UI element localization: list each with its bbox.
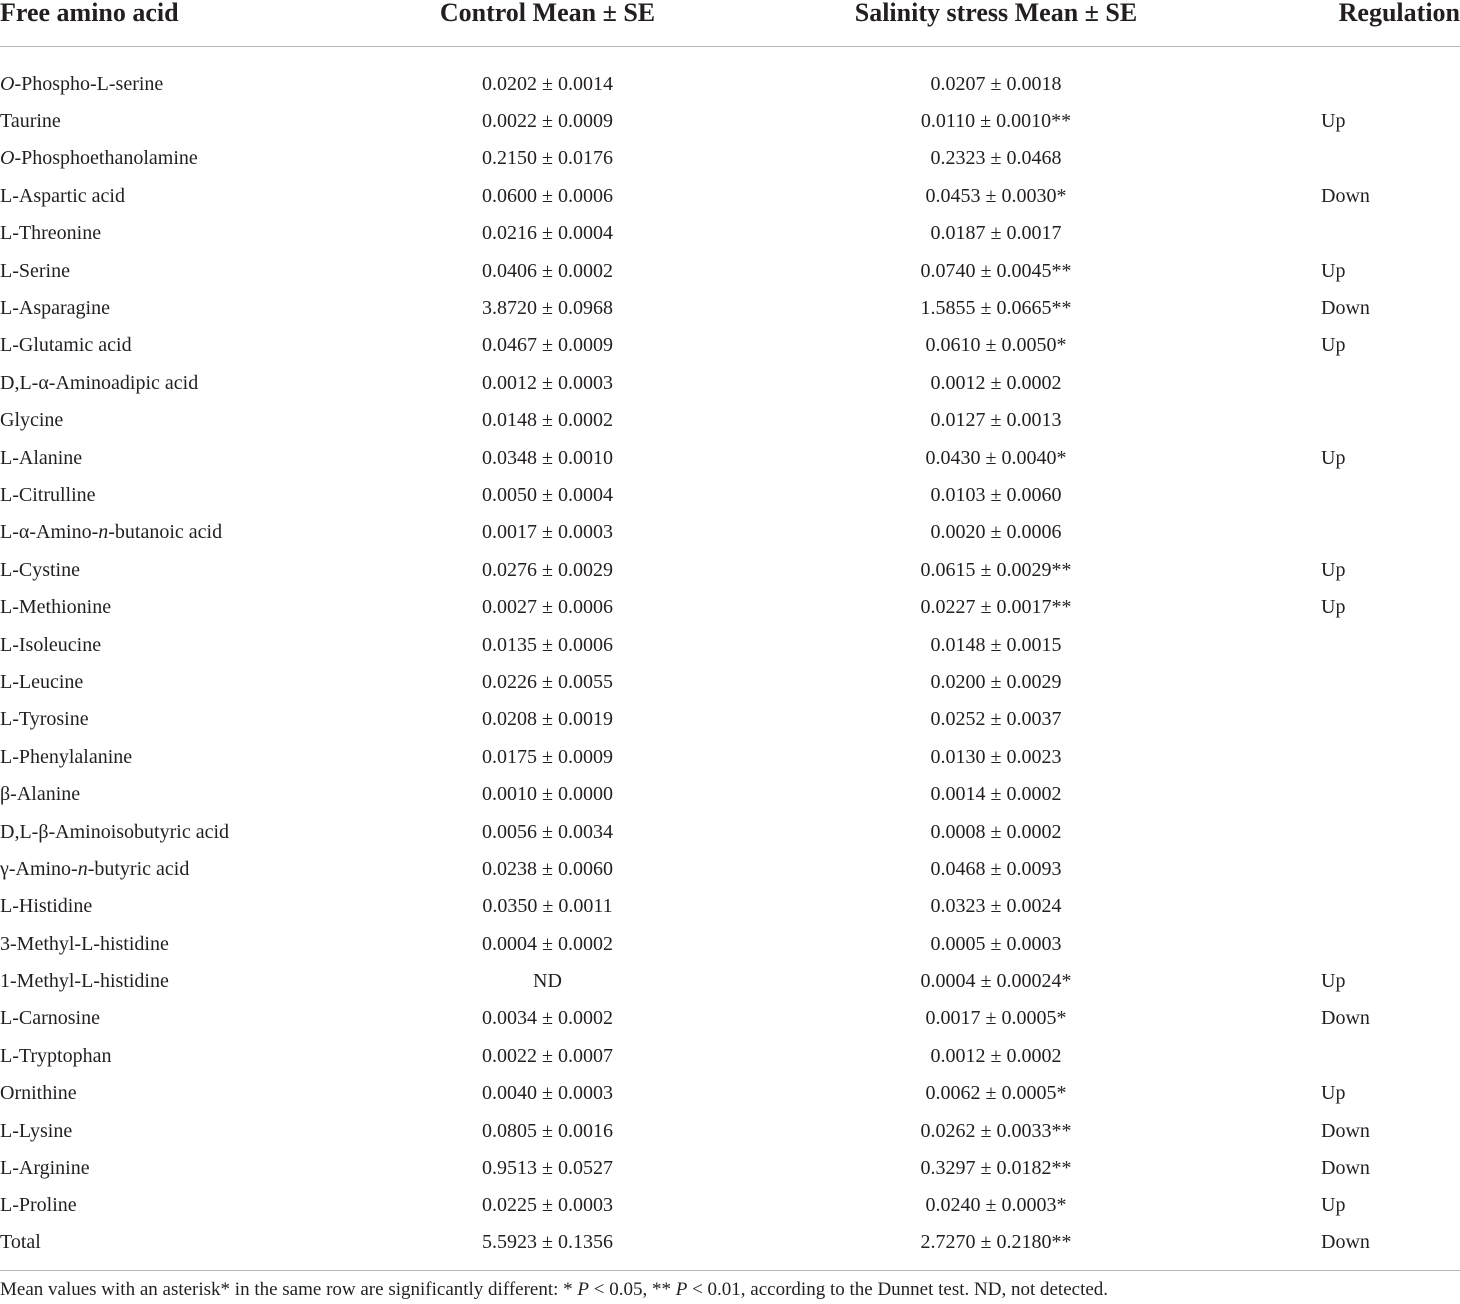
table-row xyxy=(0,738,1460,775)
regulation-cell xyxy=(1227,47,1460,103)
amino-acid-name-cell: L-Threonine xyxy=(0,222,102,245)
table-row xyxy=(0,140,1460,177)
amino-acid-name-cell: L-Arginine xyxy=(0,1157,90,1180)
control-value-cell: 0.0050 ± 0.0004 xyxy=(482,483,613,506)
control-value-cell: 0.0040 ± 0.0003 xyxy=(482,1082,613,1105)
amino-acid-name-cell: β-Alanine xyxy=(0,783,81,806)
regulation-cell xyxy=(1227,1037,1460,1074)
control-value-cell: 0.0175 ± 0.0009 xyxy=(482,745,613,768)
regulation-cell: Up xyxy=(1321,259,1346,282)
table-row xyxy=(0,1112,1460,1149)
table-row xyxy=(0,402,1460,439)
table-row xyxy=(0,925,1460,962)
regulation-cell: Up xyxy=(1321,110,1346,133)
amino-acid-name-cell: O-Phosphoethanolamine xyxy=(0,147,198,170)
control-value-cell: 0.0350 ± 0.0011 xyxy=(482,895,613,918)
amino-acid-name-cell: L-Aspartic acid xyxy=(0,184,125,207)
regulation-cell xyxy=(1227,663,1460,700)
salinity-value-cell: 0.0012 ± 0.0002 xyxy=(930,371,1062,394)
salinity-value-cell: 1.5855 ± 0.0665** xyxy=(920,297,1072,320)
amino-acid-name-cell: L-Tyrosine xyxy=(0,708,89,731)
regulation-cell xyxy=(1227,514,1460,551)
amino-acid-name-cell: Taurine xyxy=(0,110,61,133)
footnote-divider xyxy=(0,1270,1460,1271)
salinity-value-cell: 0.0430 ± 0.0040* xyxy=(925,446,1067,469)
control-value-cell: 0.0004 ± 0.0002 xyxy=(482,932,613,955)
control-value-cell: 0.0012 ± 0.0003 xyxy=(482,371,613,394)
regulation-cell: Down xyxy=(1321,184,1370,207)
amino-acid-name-cell: L-Phenylalanine xyxy=(0,745,133,768)
salinity-value-cell: 0.0017 ± 0.0005* xyxy=(925,1007,1067,1030)
amino-acid-name-cell: L-Methionine xyxy=(0,596,112,619)
control-value-cell: 0.2150 ± 0.0176 xyxy=(482,147,613,170)
amino-acid-name-cell: 3-Methyl-L-histidine xyxy=(0,932,169,955)
control-value-cell: 0.0022 ± 0.0007 xyxy=(482,1044,613,1067)
control-value-cell: 0.0148 ± 0.0002 xyxy=(482,409,613,432)
table-row xyxy=(0,364,1460,401)
table-row xyxy=(0,850,1460,887)
table-footnote: Mean values with an asterisk* in the same row are significantly different: * P < 0.05, ** P < 0.01, according to the Dunnet test. ND, not detected. xyxy=(0,1279,1109,1300)
regulation-cell xyxy=(1227,850,1460,887)
table-row xyxy=(0,514,1460,551)
amino-acid-name-cell: L-Alanine xyxy=(0,446,83,469)
table-row xyxy=(0,327,1460,364)
amino-acid-name-cell: L-Histidine xyxy=(0,895,93,918)
salinity-value-cell: 0.0207 ± 0.0018 xyxy=(930,72,1062,95)
amino-acid-name-cell: L-Serine xyxy=(0,259,70,282)
regulation-cell: Down xyxy=(1321,1157,1370,1180)
salinity-value-cell: 0.0110 ± 0.0010** xyxy=(920,110,1072,133)
regulation-cell: Up xyxy=(1321,1194,1346,1217)
salinity-value-cell: 0.0200 ± 0.0029 xyxy=(930,670,1062,693)
control-value-cell: 0.0600 ± 0.0006 xyxy=(482,184,613,207)
amino-acid-name-cell: γ-Amino-n-butyric acid xyxy=(0,857,190,880)
control-value-cell: 0.0225 ± 0.0003 xyxy=(482,1194,613,1217)
header-salinity-mean-se: Salinity stress Mean ± SE xyxy=(765,0,1227,47)
salinity-value-cell: 0.0323 ± 0.0024 xyxy=(930,895,1062,918)
header-free-amino-acid: Free amino acid xyxy=(0,0,330,47)
table-row xyxy=(0,439,1460,476)
amino-acid-name-cell: D,L-α-Aminoadipic acid xyxy=(0,371,199,394)
control-value-cell: 0.0226 ± 0.0055 xyxy=(482,670,613,693)
salinity-value-cell: 0.0004 ± 0.00024* xyxy=(920,970,1072,993)
salinity-value-cell: 0.0252 ± 0.0037 xyxy=(930,708,1062,731)
control-value-cell: 0.0467 ± 0.0009 xyxy=(482,334,613,357)
regulation-cell: Down xyxy=(1321,297,1370,320)
regulation-cell: Down xyxy=(1321,1119,1370,1142)
regulation-cell xyxy=(1227,925,1460,962)
control-value-cell: 0.0805 ± 0.0016 xyxy=(482,1119,613,1142)
regulation-cell xyxy=(1227,775,1460,812)
control-value-cell: 5.5923 ± 0.1356 xyxy=(482,1230,613,1253)
regulation-cell xyxy=(1227,364,1460,401)
amino-acid-name-cell: L-α-Amino-n-butanoic acid xyxy=(0,521,223,544)
table-row xyxy=(0,1224,1460,1273)
control-value-cell: 0.0034 ± 0.0002 xyxy=(482,1007,613,1030)
regulation-cell: Up xyxy=(1321,596,1346,619)
regulation-cell xyxy=(1227,701,1460,738)
control-value-cell: 0.9513 ± 0.0527 xyxy=(482,1157,613,1180)
salinity-value-cell: 0.0262 ± 0.0033** xyxy=(920,1119,1072,1142)
control-value-cell: 0.0202 ± 0.0014 xyxy=(482,72,613,95)
control-value-cell: 0.0027 ± 0.0006 xyxy=(482,596,613,619)
table-row xyxy=(0,663,1460,700)
table-row xyxy=(0,701,1460,738)
table-header-row xyxy=(0,0,1460,47)
amino-acid-name-cell: L-Glutamic acid xyxy=(0,334,132,357)
salinity-value-cell: 0.0740 ± 0.0045** xyxy=(920,259,1072,282)
table-row xyxy=(0,476,1460,513)
regulation-cell: Up xyxy=(1321,446,1346,469)
salinity-value-cell: 0.0610 ± 0.0050* xyxy=(925,334,1067,357)
amino-acid-name-cell: L-Isoleucine xyxy=(0,633,102,656)
control-value-cell: 0.0276 ± 0.0029 xyxy=(482,558,613,581)
control-value-cell: 0.0216 ± 0.0004 xyxy=(482,222,613,245)
table-row xyxy=(0,1037,1460,1074)
table-row xyxy=(0,1075,1460,1112)
table-row xyxy=(0,813,1460,850)
amino-acid-name-cell: L-Citrulline xyxy=(0,483,96,506)
regulation-cell xyxy=(1227,476,1460,513)
salinity-value-cell: 0.0008 ± 0.0002 xyxy=(930,820,1062,843)
regulation-cell xyxy=(1227,738,1460,775)
table-row xyxy=(0,962,1460,999)
salinity-value-cell: 0.0615 ± 0.0029** xyxy=(920,558,1072,581)
table-row xyxy=(0,1149,1460,1186)
table-row xyxy=(0,102,1460,139)
salinity-value-cell: 0.3297 ± 0.0182** xyxy=(920,1157,1072,1180)
table-row xyxy=(0,252,1460,289)
control-value-cell: 0.0406 ± 0.0002 xyxy=(482,259,613,282)
amino-acid-name-cell: L-Lysine xyxy=(0,1119,73,1142)
control-value-cell: 0.0348 ± 0.0010 xyxy=(482,446,613,469)
table-row xyxy=(0,1187,1460,1224)
amino-acid-name-cell: D,L-β-Aminoisobutyric acid xyxy=(0,820,230,843)
table-row xyxy=(0,47,1460,103)
regulation-cell xyxy=(1227,215,1460,252)
regulation-cell: Up xyxy=(1321,334,1346,357)
table-row xyxy=(0,888,1460,925)
regulation-cell: Up xyxy=(1321,558,1346,581)
control-value-cell: 0.0017 ± 0.0003 xyxy=(482,521,613,544)
control-value-cell: ND xyxy=(533,970,562,993)
amino-acid-name-cell: Total xyxy=(0,1230,41,1253)
control-value-cell: 0.0208 ± 0.0019 xyxy=(482,708,613,731)
table-row xyxy=(0,588,1460,625)
amino-acid-name-cell: L-Leucine xyxy=(0,670,84,693)
table-row xyxy=(0,775,1460,812)
salinity-value-cell: 0.0127 ± 0.0013 xyxy=(930,409,1062,432)
table-row xyxy=(0,177,1460,214)
amino-acid-name-cell: Glycine xyxy=(0,409,64,432)
salinity-value-cell: 2.7270 ± 0.2180** xyxy=(920,1230,1072,1253)
regulation-cell: Up xyxy=(1321,970,1346,993)
control-value-cell: 0.0010 ± 0.0000 xyxy=(482,783,613,806)
salinity-value-cell: 0.0103 ± 0.0060 xyxy=(930,483,1062,506)
regulation-cell: Up xyxy=(1321,1082,1346,1105)
table-row xyxy=(0,289,1460,326)
regulation-cell xyxy=(1227,888,1460,925)
salinity-value-cell: 0.0020 ± 0.0006 xyxy=(930,521,1062,544)
control-value-cell: 0.0022 ± 0.0009 xyxy=(482,110,613,133)
salinity-value-cell: 0.0453 ± 0.0030* xyxy=(925,184,1067,207)
table-row xyxy=(0,626,1460,663)
table-row xyxy=(0,551,1460,588)
table-row xyxy=(0,1000,1460,1037)
regulation-cell xyxy=(1227,140,1460,177)
amino-acid-name-cell: O-Phospho-L-serine xyxy=(0,72,164,95)
amino-acid-name-cell: L-Asparagine xyxy=(0,297,110,320)
amino-acid-name-cell: 1-Methyl-L-histidine xyxy=(0,970,169,993)
control-value-cell: 0.0135 ± 0.0006 xyxy=(482,633,613,656)
salinity-value-cell: 0.0240 ± 0.0003* xyxy=(925,1194,1067,1217)
amino-acid-name-cell: L-Carnosine xyxy=(0,1007,100,1030)
salinity-value-cell: 0.0014 ± 0.0002 xyxy=(930,783,1062,806)
amino-acid-name-cell: L-Proline xyxy=(0,1194,77,1217)
salinity-value-cell: 0.0187 ± 0.0017 xyxy=(930,222,1062,245)
header-control-mean-se: Control Mean ± SE xyxy=(330,0,765,47)
control-value-cell: 3.8720 ± 0.0968 xyxy=(482,297,613,320)
salinity-value-cell: 0.0148 ± 0.0015 xyxy=(930,633,1062,656)
salinity-value-cell: 0.0468 ± 0.0093 xyxy=(930,857,1062,880)
header-regulation: Regulation xyxy=(1227,0,1460,47)
control-value-cell: 0.0056 ± 0.0034 xyxy=(482,820,613,843)
control-value-cell: 0.0238 ± 0.0060 xyxy=(482,857,613,880)
amino-acid-name-cell: L-Tryptophan xyxy=(0,1044,112,1067)
salinity-value-cell: 0.0130 ± 0.0023 xyxy=(930,745,1062,768)
amino-acid-name-cell: L-Cystine xyxy=(0,558,80,581)
salinity-value-cell: 0.0005 ± 0.0003 xyxy=(930,932,1062,955)
regulation-cell xyxy=(1227,626,1460,663)
table-row xyxy=(0,215,1460,252)
amino-acid-name-cell: Ornithine xyxy=(0,1082,77,1105)
salinity-value-cell: 0.2323 ± 0.0468 xyxy=(930,147,1062,170)
regulation-cell: Down xyxy=(1321,1230,1370,1253)
salinity-value-cell: 0.0227 ± 0.0017** xyxy=(920,596,1072,619)
salinity-value-cell: 0.0012 ± 0.0002 xyxy=(930,1044,1062,1067)
regulation-cell xyxy=(1227,813,1460,850)
regulation-cell xyxy=(1227,402,1460,439)
regulation-cell: Down xyxy=(1321,1007,1370,1030)
salinity-value-cell: 0.0062 ± 0.0005* xyxy=(925,1082,1067,1105)
table-body xyxy=(0,47,1460,1274)
